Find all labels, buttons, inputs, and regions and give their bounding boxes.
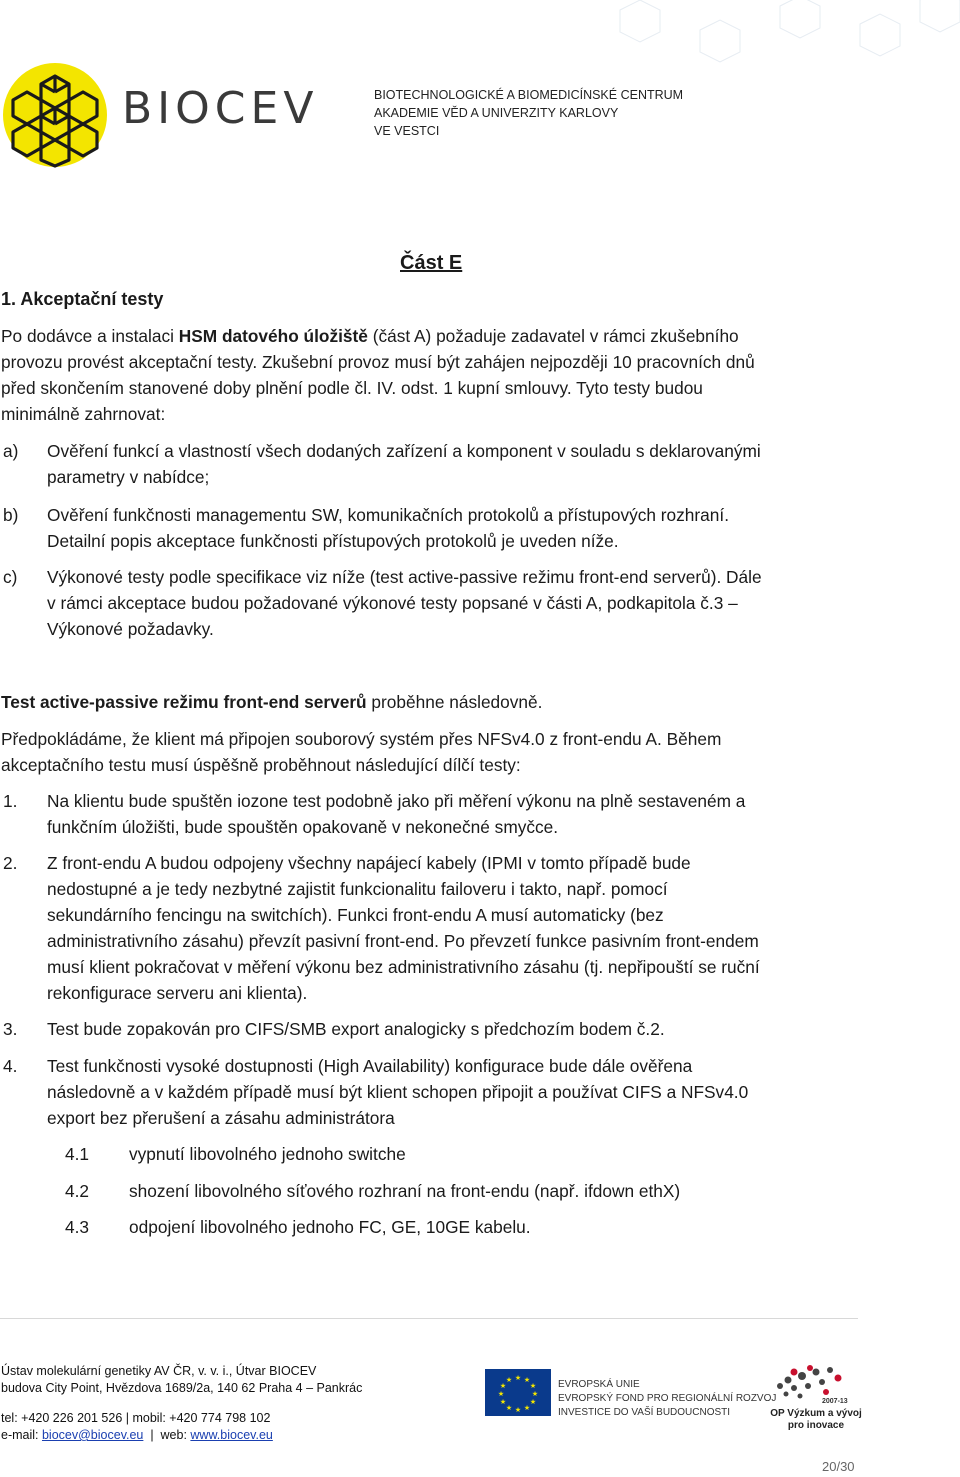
institution-name: BIOTECHNOLOGICKÉ A BIOMEDICÍNSKÉ CENTRUM AKADEMIE VĚD A UNIVERZITY KARLOVY VE VESTCI (374, 88, 684, 138)
svg-text:★: ★ (514, 1406, 522, 1414)
footer-contact: Ústav molekulární genetiky AV ČR, v. v. i., Útvar BIOCEV budova City Point, Hvězdova 1689/2a, 140 62 Praha 4 – Pankrác tel: +420 226 201 526 | mobil: +420 774 798 102 e-mail: biocev@biocev.eu | web: www.biocev.eu (1, 1364, 363, 1442)
email-link[interactable]: biocev@biocev.eu (41, 1428, 144, 1442)
page-number: 20/30 (822, 1459, 855, 1474)
svg-text:★: ★ (529, 1398, 537, 1406)
svg-text:★: ★ (523, 1404, 531, 1412)
svg-text:★: ★ (499, 1398, 507, 1406)
footer-divider (0, 1318, 858, 1319)
op-vavpi-text: OP Výzkum a vývoj pro inovace (770, 1408, 862, 1431)
svg-text:★: ★ (497, 1390, 505, 1398)
svg-text:★: ★ (505, 1376, 513, 1384)
eu-fund-text: EVROPSKÁ UNIE EVROPSKÝ FOND PRO REGIONÁLNÍ ROZVOJ INVESTICE DO VAŠÍ BUDOUCNOSTI (558, 1379, 777, 1418)
svg-text:★: ★ (499, 1382, 507, 1390)
svg-text:★: ★ (531, 1390, 539, 1398)
web-link[interactable]: www.biocev.eu (190, 1428, 273, 1442)
svg-text:★: ★ (514, 1374, 522, 1382)
intro-paragraph: Po dodávce a instalaci HSM datového úložiště (část A) požaduje zadavatel v rámci zkušebního provozu provést akceptační testy. Zkušební provoz musí být zahájen nejpozději 10 pracovních dnů před skončením stanovené doby plnění podle čl. IV. odst. 1 kupní smlouvy. Tyto testy budou minimálně zahrnovat: (1, 326, 755, 424)
logo-wordmark: BIOCEV (122, 83, 319, 134)
op-vavpi-logo-icon (770, 1362, 860, 1410)
svg-text:★: ★ (505, 1404, 513, 1412)
test-heading: Test active-passive režimu front-end serverů proběhne následovně. (1, 692, 543, 712)
svg-text:★: ★ (529, 1382, 537, 1390)
document-part-title: Část E (400, 252, 463, 274)
svg-text:★: ★ (523, 1376, 531, 1384)
biocev-logo-icon (2, 62, 108, 168)
section-heading: 1. Akceptační testy (1, 289, 164, 309)
assumption-paragraph: Předpokládáme, že klient má připojen souborový systém přes NFSv4.0 z front-endu A. Během akceptačního testu musí úspěšně proběhnout následující dílčí testy: (1, 729, 722, 775)
background-pattern (560, 0, 960, 80)
svg-text:2007-13: 2007-13 (822, 1398, 848, 1405)
eu-flag-icon (485, 1369, 551, 1416)
